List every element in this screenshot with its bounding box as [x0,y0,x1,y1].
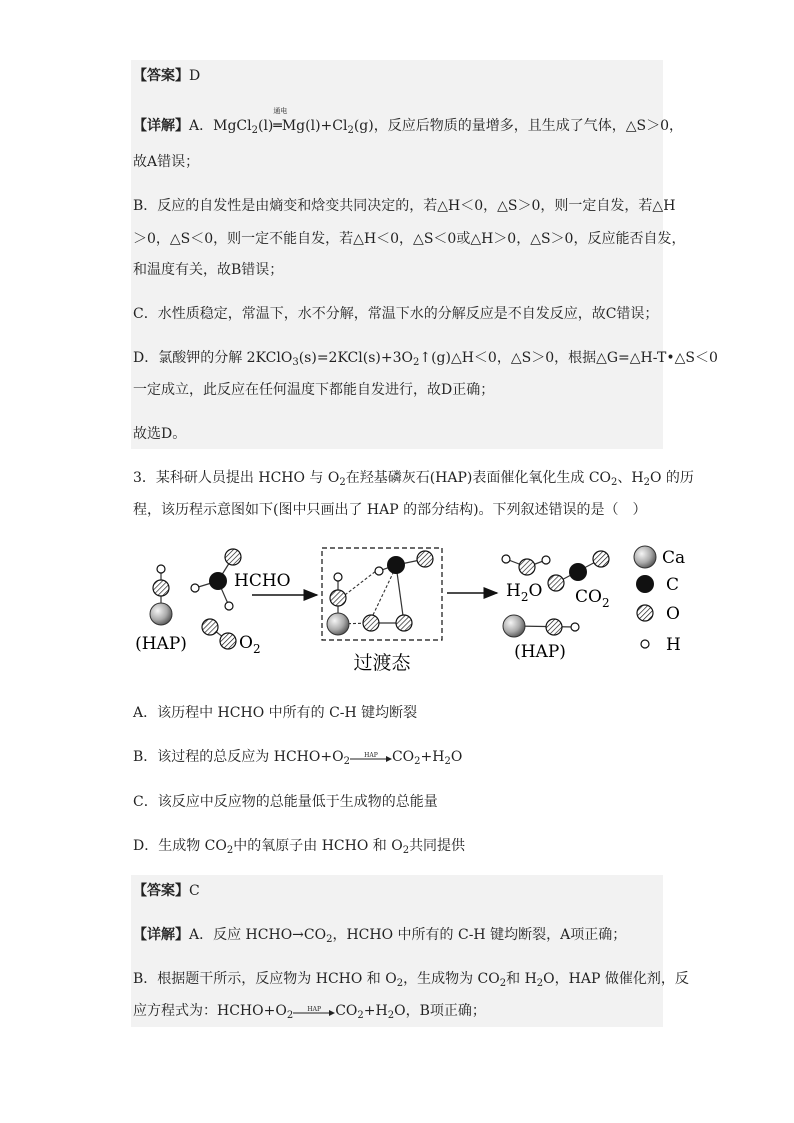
ca-atom [150,603,172,625]
hap-right-cluster [503,615,579,662]
option-a[interactable]: A．该历程中 HCHO 中所有的 C-H 键均断裂 [133,705,418,721]
legend-h-label: H [666,635,681,655]
c-atom [387,556,405,574]
hcho-molecule [191,549,291,610]
h2o-label: $H_2O$ [506,581,543,604]
o-atom [225,549,241,565]
co2-molecule [548,551,610,610]
transition-state [322,548,442,674]
o-atom [417,551,433,567]
h-atom [571,623,579,631]
ca-atom [503,615,525,637]
question-3-line-1: 3．某科研人员提出 HCHO 与 $O_2$在羟基磷灰石(HAP)表面催化氧化生成 $CO_2$、$H_2O$ 的历 [133,470,694,488]
catalyst-arrow: HAP [293,1004,335,1016]
h-atom [157,565,165,573]
h-atom [225,602,233,610]
answer-line-2: 【答案】C [133,883,200,899]
detail-a-line-2: 故A错误； [133,154,200,170]
o-atom [153,580,169,596]
o-atom [593,551,609,567]
h-atom [502,555,510,563]
detail-b-line-2: ＞0，△S＜0，则一定不能自发，若△H＜0，△S＜0或△H＞0，△S＞0，反应能否自发， [133,231,686,247]
electrolysis-condition: 通电 ═ [273,107,288,134]
question-3-line-2: 程，该历程示意图如下(图中只画出了 HAP 的部分结构)。下列叙述错误的是（ ） [133,502,647,518]
hap-right-label: (HAP) [514,642,566,662]
h-atom [191,584,199,592]
detail-d-line-2: 一定成立，此反应在任何温度下都能自发进行，故D正确； [133,382,495,398]
legend-ca-label: Ca [662,548,686,568]
h-atom [375,567,383,575]
detail2-b-line-2: 应方程式为：$HCHO+O_2$ HAP $CO_2+H_2O$，B项正确； [133,1003,486,1021]
detail-b-line-1: B．反应的自发性是由熵变和焓变共同决定的，若△H＜0，△S＞0，则一定自发，若△H [133,198,676,214]
o-atom [519,559,535,575]
conclusion-line: 故选D。 [133,426,187,442]
hap-left-cluster [135,565,187,654]
detail-d-line-1: D．氯酸钾的分解 $2KClO_3(s)=2KCl(s)+3O_2↑(g)\triangle H<0$，△S＞0，根据△G=△H-T•△S＜0 [133,350,718,368]
hap-left-label: (HAP) [135,634,187,654]
legend-o-label: O [666,604,680,624]
co2-label: $CO_2$ [575,587,610,610]
h-atom [334,573,342,581]
legend-c-label: C [666,575,680,595]
o2-label: $O_2$ [239,633,261,656]
option-d[interactable]: D．生成物 $CO_2$中的氧原子由 HCHO 和 $O_2$共同提供 [133,838,466,856]
reaction-diagram [0,540,794,680]
h2o-molecule [502,555,550,604]
option-c[interactable]: C．该反应中反应物的总能量低于生成物的总能量 [133,794,438,810]
detail-c-line: C．水性质稳定，常温下，水不分解，常温下水的分解反应是不自发反应，故C错误； [133,306,659,322]
o-atom [330,590,346,606]
o-atom [220,633,236,649]
o-atom [546,619,562,635]
transition-label: 过渡态 [353,652,411,674]
legend-ca-icon [634,546,656,568]
option-b[interactable]: B．该过程的总反应为 $HCHO+O_2$ HAP $CO_2+H_2O$ [133,749,463,767]
o-atom [548,575,564,591]
h-atom [542,556,550,564]
c-atom [209,572,227,590]
detail-b-line-3: 和温度有关，故B错误； [133,262,284,278]
answer-line-1: 【答案】D [133,68,201,84]
catalyst-arrow: HAP [350,750,392,762]
legend-h-icon [641,640,649,648]
legend-o-icon [637,605,653,621]
o-atom [396,615,412,631]
o-atom [202,619,218,635]
o2-molecule [202,619,261,656]
detail2-a-line: 【详解】A．反应 $HCHO\to CO_2$，HCHO 中所有的 C-H 键均断裂，A项正确； [133,927,627,945]
hcho-label: HCHO [234,571,291,591]
detail-a-line-1: 【详解】A．MgCl$_2$(l) 通电 $═Mg(l)+Cl_2(g)$，反应后物质的量增多，且生成了气体，△S＞0， [133,107,683,136]
detail2-b-line-1: B．根据题干所示，反应物为 HCHO 和 $O_2$，生成物为 $CO_2$和 $H_2O$，HAP 做催化剂，反 [133,971,689,989]
legend [634,546,685,655]
legend-c-icon [636,575,654,593]
o-atom [363,615,379,631]
ca-atom [327,613,349,635]
c-atom [569,563,587,581]
